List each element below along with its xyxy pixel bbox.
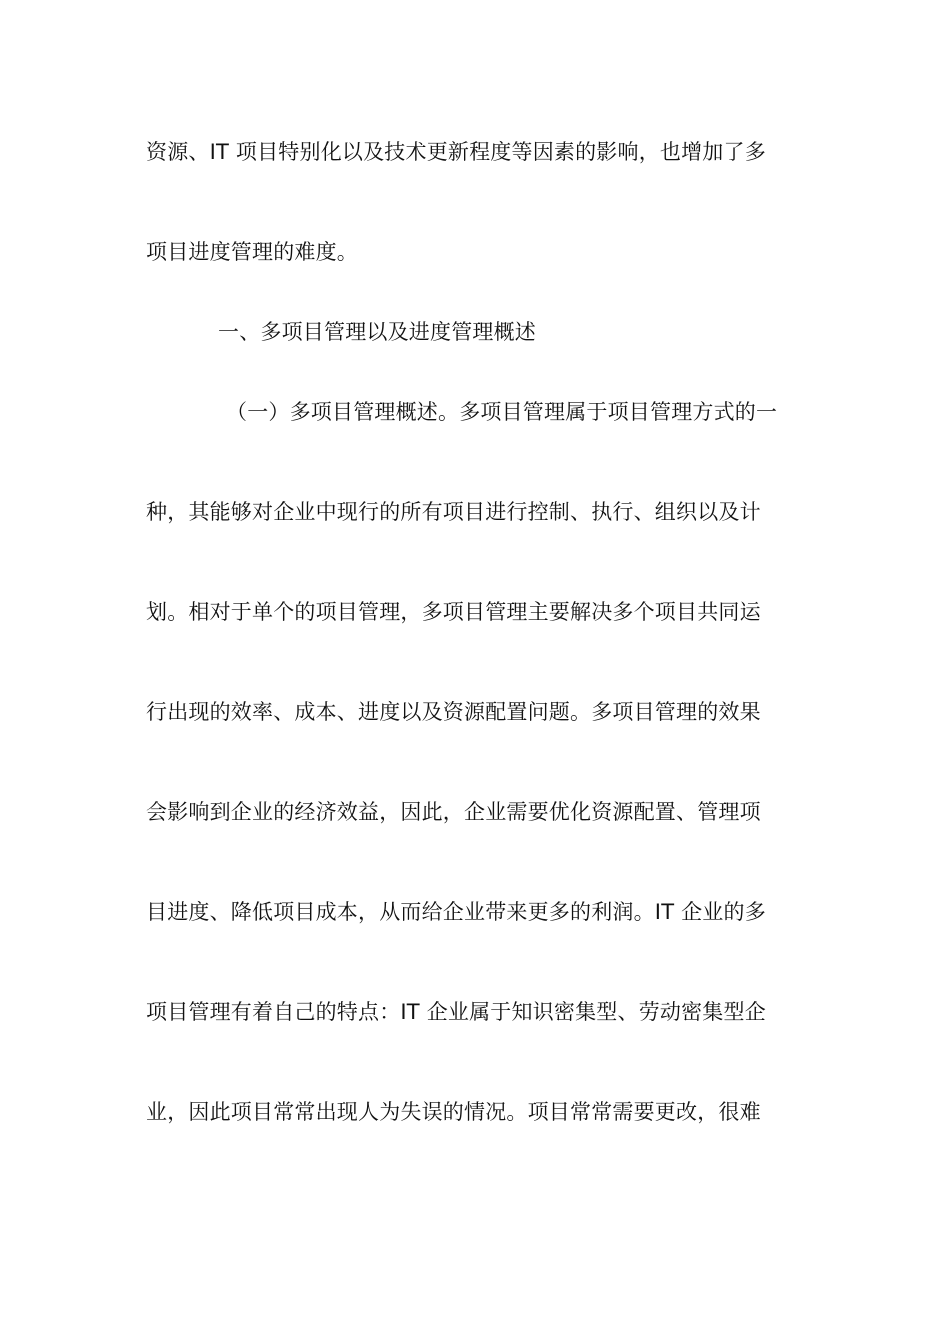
paragraph-line: 种，其能够对企业中现行的所有项目进行控制、执行、组织以及计	[146, 500, 761, 524]
paragraph-line: 目进度、降低项目成本，从而给企业带来更多的利润。IT 企业的多	[146, 900, 766, 924]
paragraph-line: 项目进度管理的难度。	[146, 240, 358, 264]
paragraph-line: 会影响到企业的经济效益，因此，企业需要优化资源配置、管理项	[146, 800, 761, 824]
paragraph-line: 项目管理有着自己的特点：IT 企业属于知识密集型、劳动密集型企	[146, 1000, 766, 1024]
paragraph-line: 业，因此项目常常出现人为失误的情况。项目常常需要更改，很难	[146, 1100, 761, 1124]
paragraph-line: 划。相对于单个的项目管理，多项目管理主要解决多个项目共同运	[146, 600, 761, 624]
paragraph-line: 资源、IT 项目特别化以及技术更新程度等因素的影响，也增加了多	[146, 140, 766, 164]
subsection-heading-line: （一）多项目管理概述。多项目管理属于项目管理方式的一	[226, 400, 778, 424]
section-heading: 一、多项目管理以及进度管理概述	[218, 320, 536, 344]
paragraph-line: 行出现的效率、成本、进度以及资源配置问题。多项目管理的效果	[146, 700, 761, 724]
